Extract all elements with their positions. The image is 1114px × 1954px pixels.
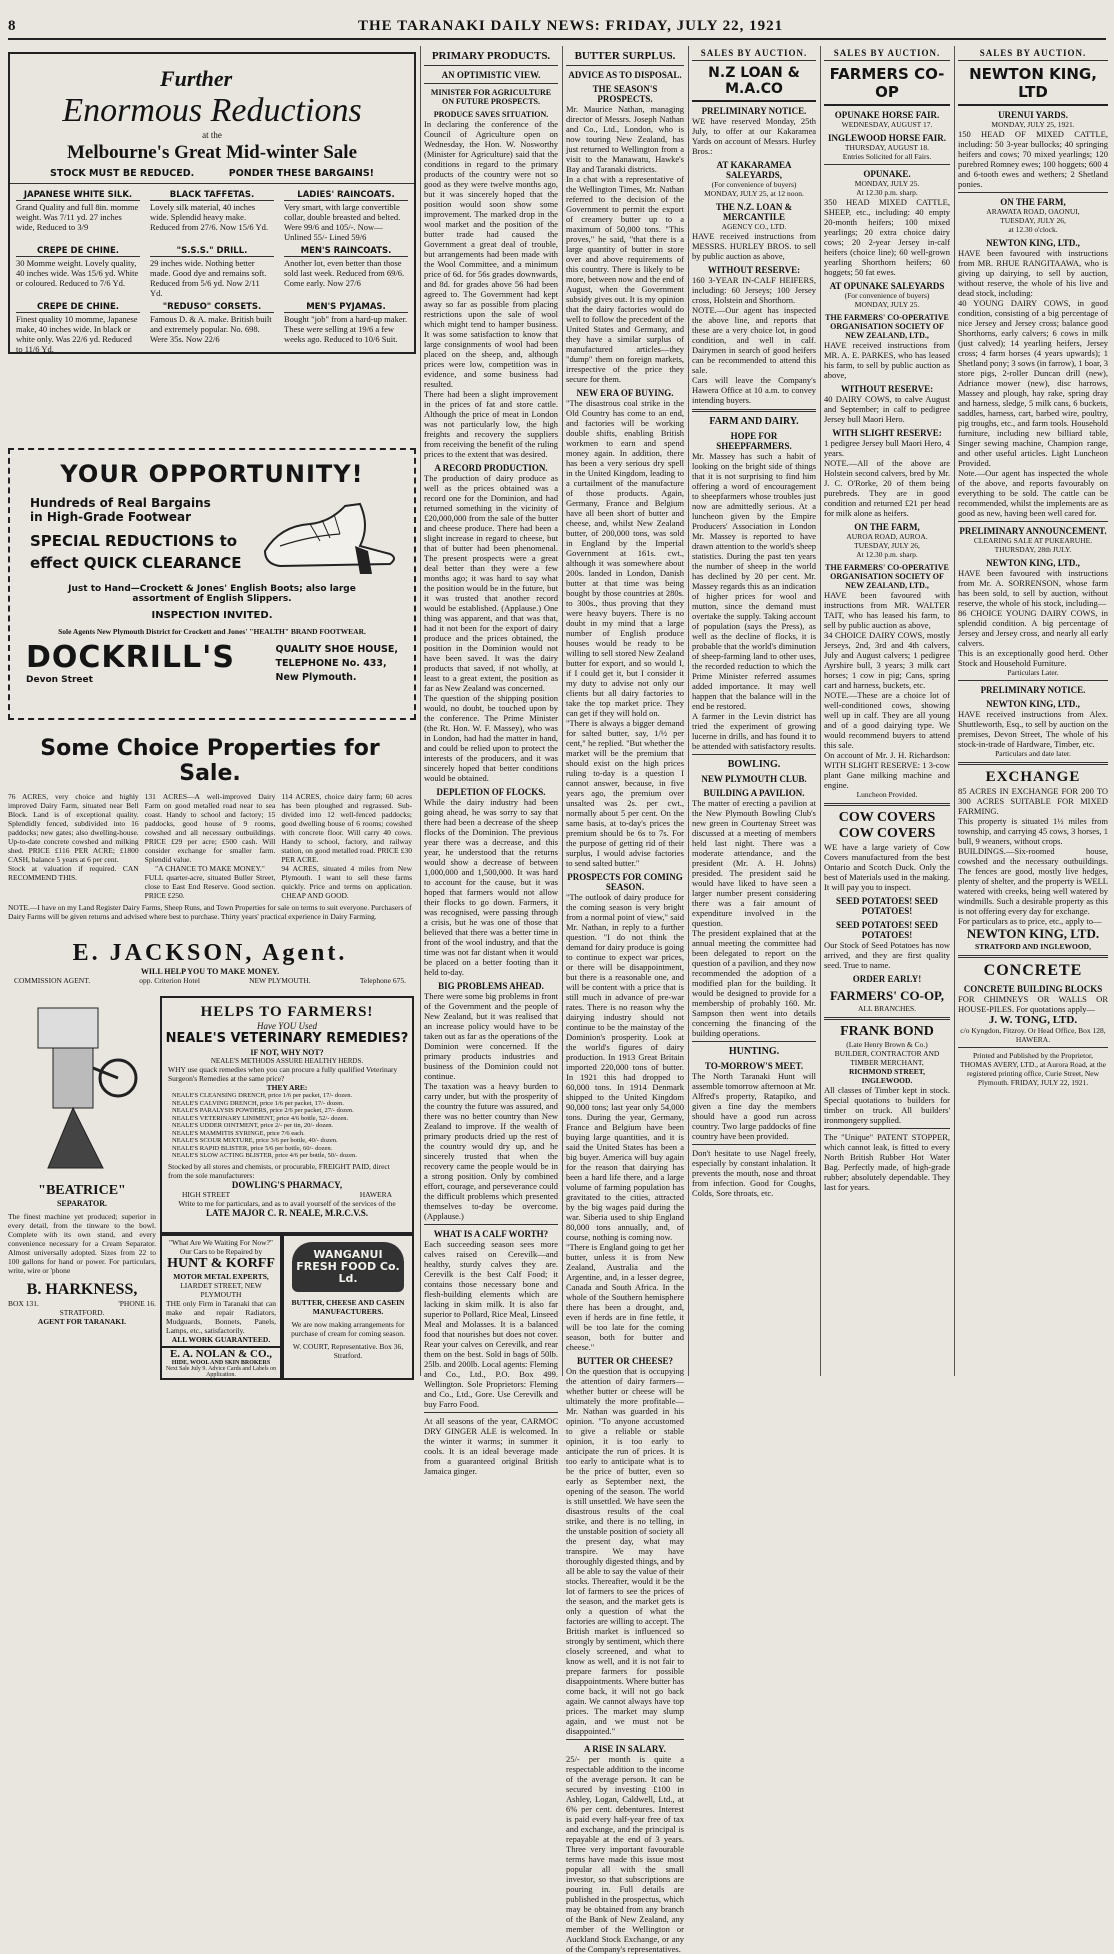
bargain-title: BLACK TAFFETAS. bbox=[150, 190, 274, 201]
newton-firm3: NEWTON KING, LTD., bbox=[986, 558, 1080, 568]
column-rule bbox=[420, 46, 421, 1376]
butter-head: BUTTER SURPLUS. bbox=[574, 50, 676, 62]
bargain-text: 30 Momme weight. Lovely quality, 40 inches wide. Was 15/6 yd. White or coloured. Reduced to 7/6 Yd. bbox=[16, 258, 139, 288]
newton-date: MONDAY, JULY 25, 1921. bbox=[991, 120, 1075, 129]
wanganui-line: BUTTER, CHEESE AND CASEIN MANUFACTURERS. bbox=[291, 1298, 405, 1316]
masthead: THE TARANAKI DAILY NEWS: FRIDAY, JULY 22, 1921 bbox=[358, 18, 784, 34]
bargain-item bbox=[284, 302, 408, 354]
nz-p2: A farmer in the Levin district has tried the experiment of growing lucerne in drills, and has found it to be attended with satisfactory results. bbox=[692, 711, 816, 751]
farmers-date2: MONDAY, JULY 25. bbox=[854, 300, 920, 309]
newton-lot3: 86 CHOICE YOUNG DAIRY COWS, in splendid condition. A big percentage of Jersey and Jersey cross, and nearly all early calvers. bbox=[958, 608, 1108, 648]
exchange-3: BUILDINGS.—Six-roomed house, cowshed and the necessary outbuildings. The fences are good, mostly live hedges, plenty of shelter, and the property is WELL watered with creeks, being well watered by windmills. Such a desirable property as this is not offering every day for exchange. bbox=[958, 846, 1108, 916]
newton-pre: PRELIMINARY ANNOUNCEMENT. bbox=[959, 526, 1107, 536]
beatrice-ad bbox=[8, 998, 156, 1376]
newton-lot: 150 HEAD OF MIXED CATTLE, including: 50 3-year bullocks; 40 springing heifers and cows; 70 mixed yearlings; 120 purebred Romney ewes; 100 hoggets; 600 4 and 6-tooth ewes and wethers; 2 Shetland ponies. bbox=[958, 129, 1108, 189]
primary-p2: There had been a slight improvement in the prices of fat and store cattle. Although the price of meat in London was not particularly low, the high freights and recovery the suppliers from receiving the benefit of the ruling prices to the extent that was desired. bbox=[424, 389, 558, 459]
dockrill-sub3: SPECIAL REDUCTIONS to bbox=[30, 532, 238, 550]
newton-firm5b: STRATFORD AND INGLEWOOD, bbox=[975, 942, 1091, 951]
patent-stopper: The "Unique" PATENT STOPPER, which cannot leak, is fitted to every North British Rubber Hot Water Bag. Perfectly made, of high-grade rubber; absolutely dependable. They last for years. bbox=[824, 1132, 950, 1192]
nz-hunting: HUNTING. bbox=[728, 1046, 780, 1057]
butter-borc: BUTTER OR CHEESE? bbox=[576, 1356, 674, 1366]
beatrice-text: The finest machine yet produced; superior in every detail, from the tinware to the bowl. Complete with its own stand, and every convenience necessary for a Cream Separator. Almost universally adopted. Sizes from 22 to 100 gallons for hand or power. For particulars, write, wire or 'phone bbox=[8, 1212, 156, 1275]
bargain-text: Finest quality 10 momme, Japanese make, 40 inches wide. In black or white only. Was 22/6 yd. Reduced to 11/6 Yd. bbox=[16, 314, 138, 354]
concrete-text: FOR CHIMNEYS OR WALLS OR HOUSE-PILES. For quotations apply— bbox=[958, 994, 1108, 1014]
primary-record: A RECORD PRODUCTION. bbox=[434, 463, 548, 473]
farmers-recv2: HAVE been favoured with instructions from MR. WALTER TAIT, who has leased his farm, to sell by public auction as above, bbox=[824, 590, 950, 630]
butter-cheese: PROSPECTS FOR COMING SEASON. bbox=[567, 872, 683, 892]
bargain-item bbox=[150, 246, 274, 298]
beatrice-name: "BEATRICE" bbox=[38, 1183, 126, 1198]
bargain-item bbox=[150, 190, 274, 242]
farmers-footer2: ALL BRANCHES. bbox=[857, 1004, 917, 1013]
farmers-lunch: Luncheon Provided. bbox=[856, 790, 918, 799]
nz-firm2: THE N.Z. LOAN & MERCANTILE bbox=[715, 202, 793, 222]
exchange-2: This property is situated 1½ miles from township, and carrying 45 cows, 3 horses, 1 bull, 9 weaners, without crops. bbox=[958, 816, 1108, 846]
newton-farm: ON THE FARM, bbox=[1000, 197, 1066, 207]
ad-sale-title: Melbourne's Great Mid-winter Sale bbox=[66, 142, 358, 163]
newton-farm-date: TUESDAY, JULY 26, bbox=[1000, 216, 1066, 225]
primary-p1: In declaring the conference of the Council of Agriculture open on Wednesday, the Hon. W. Nosworthy (Minister for Agriculture) said that the conditions in regard to the primary products of the country were not so good as they were twelve months ago, but it was sincerely hoped that the position would soon show some improvement. The marked drop in the wool market and the position of the butter trade had caused the Government a great deal of trouble, but arrangements had been made with the Wool Committee, and a minimum price of 6d. for 56s grades downwards, and 8d. for grades above 56 had been agreed to. The Government had kept away so far as possible from placing restrictions upon the sale of wool which might tend to hamper business. It was some satisfaction to know that large consignments of wool had been placed on the sheep, and, although prices were low, competition was in evidence, and some business had resulted. bbox=[424, 119, 558, 389]
properties-title: Some Choice Properties for Sale. bbox=[40, 736, 380, 786]
nz-firm2b: AGENCY CO., LTD. bbox=[721, 222, 787, 231]
dockrill-line2: INSPECTION INVITED. bbox=[151, 610, 273, 621]
butter-p1: Mr. Maurice Nathan, managing director of Messrs. Joseph Nathan and Co., Ltd., London, who is now touring New Zealand, has just returned to Wellington from a visit to the Manawatu, Hawke's Bay and Taranaki districts. bbox=[566, 104, 684, 174]
newton-pre2: PRELIMINARY NOTICE. bbox=[980, 685, 1086, 695]
farmers-recv: HAVE received instructions from MR. A. E. PARKES, who has leased his farm, to sell by public auction as above, bbox=[824, 340, 950, 380]
nz-firm: N.Z LOAN & M.A.CO bbox=[692, 65, 816, 102]
property-1b: Stock at valuation if required. CAN RECOMMEND THIS. bbox=[8, 864, 139, 882]
neale-product-list bbox=[162, 1092, 412, 1160]
dockrill-ad bbox=[8, 448, 416, 720]
primary-head: PRIMARY PRODUCTS. bbox=[431, 50, 551, 62]
nz-note: NOTE.—Our agent has inspected the above line, and reports that these are a very choice lot, in good condition, and well in calf. Dairymen in search of good heifers can be recommended to attend this sale. bbox=[692, 305, 816, 375]
nz-farm: FARM AND DAIRY. bbox=[709, 416, 799, 427]
butter-prospects: THE SEASON'S PROSPECTS. bbox=[592, 84, 658, 104]
newton-firm5: NEWTON KING, LTD. bbox=[966, 926, 1100, 941]
ad-headline: Enormous Reductions bbox=[62, 92, 362, 129]
exchange-title: EXCHANGE bbox=[985, 769, 1081, 785]
newton-farm-time: at 12.30 o'clock. bbox=[1008, 225, 1058, 234]
nz-lot: 160 3-YEAR IN-CALF HEIFERS, including: 60 Jerseys; 100 Jersey cross, Holstein and Shorthorn. bbox=[692, 275, 816, 305]
nz-pav: BUILDING A PAVILION. bbox=[703, 788, 805, 798]
jackson-block bbox=[8, 940, 412, 985]
primary-problems: BIG PROBLEMS AHEAD. bbox=[438, 981, 544, 991]
nz-club: NEW PLYMOUTH CLUB. bbox=[701, 774, 807, 784]
primary-products-column bbox=[424, 46, 558, 1476]
frank-addr: RICHMOND STREET, INGLEWOOD. bbox=[848, 1067, 926, 1085]
primary-sub: AN OPTIMISTIC VIEW. bbox=[441, 70, 541, 80]
separator-illustration bbox=[8, 998, 156, 1178]
nolan-kind: HIDE, WOOL AND SKIN BROKERS bbox=[171, 1360, 271, 1366]
hunt-waiting: "What Are We Waiting For Now?" bbox=[169, 1238, 273, 1247]
concrete-name: J. W. TONG, LTD. bbox=[988, 1014, 1078, 1026]
nz-date: MONDAY, JULY 25, at 12 noon. bbox=[704, 189, 804, 198]
beatrice-phone: 'PHONE 16. bbox=[118, 1299, 156, 1308]
frank-text: All classes of Timber kept in stock. Special quotations to builders for timber on truck. All builders' ironmongery supplied. bbox=[824, 1085, 950, 1125]
properties-note: NOTE.—I have on my Land Register Dairy Farms, Sheep Runs, and Town Properties for sale on terms to suit everyone. Purchasers of Dairy Farms will be given returns and advised where best to purchase. Thirty years' practical experience in Dairy Farming. bbox=[8, 903, 412, 921]
bargain-text: 29 inches wide. Nothing better made. Good dye and remains soft. Reduced from 5/6 yd. Now 2/11 Yd. bbox=[150, 258, 267, 298]
butter-newera: NEW ERA OF BUYING. bbox=[576, 388, 674, 398]
dockrill-town: New Plymouth. bbox=[275, 672, 357, 683]
beatrice-tag: AGENT FOR TARANAKI. bbox=[37, 1317, 127, 1326]
neale-product: NEALE'S MAMMITIS SYRINGE, price 7/6 each. bbox=[172, 1129, 305, 1137]
hunt-ordered: Our Cars to be Repaired by bbox=[179, 1247, 263, 1256]
nz-p1: Mr. Massey has such a habit of looking on the bright side of things that it is not surprising to find him offering a word of encouragement to sheepfarmers whose troubles just now are admittedly serious. At a luncheon given by the Empire Producers' Association in London Mr. Massey is reported to have drawn attention to the world's sheep statistics. During the past ten years the number of sheep in the world has declined by 20 per cent. Mr. Massey regards this as an indication of higher prices for wool and mutton, since the demand must overtake the supply. Taking account of population (says the Press), as well as the decline of flocks, it is probable that the world's diminution of sheep-farming land to other uses, the recorded reduction to which the Prime Minister referred assumes added importance. It may well happen that the balance will in the end be restored. bbox=[692, 451, 816, 711]
bargain-title: "S.S.S." DRILL. bbox=[150, 246, 274, 257]
farmers-acct: On account of Mr. J. H. Richardson: WITH SLIGHT RESERVE: 1 3-cow plant Gane milking machine and engine. bbox=[824, 750, 950, 790]
neale-maker: DOWLING'S PHARMACY, bbox=[231, 1179, 343, 1190]
newton-later2: Particulars and date later. bbox=[995, 749, 1071, 758]
ad-tags bbox=[10, 168, 414, 184]
dockrill-name: DOCKRILL'S bbox=[26, 640, 235, 675]
neale-used: Have YOU Used bbox=[257, 1021, 317, 1031]
ad-further: Further bbox=[160, 66, 233, 91]
neale-ad bbox=[160, 996, 414, 1234]
hunt-text: THE only Firm in Taranaki that can make and repair Radiators, Mudguards, Bonnets, Panels, Lamps, etc., satisfactorily. bbox=[166, 1299, 276, 1335]
farmers-lot: 350 HEAD MIXED CATTLE, SHEEP, etc., including: 40 empty 20-month heifers; 100 mixed yearlings; 20 extra choice dairy cows; 20 2-year Jersey in-calf heifers (choice line); 60 well-grown yearling Shorthorn heifers; 60 hoggets; 50 fat ewes. bbox=[824, 197, 950, 277]
bargain-item bbox=[16, 302, 140, 354]
jackson-addr: opp. Criterion Hotel bbox=[139, 976, 200, 985]
butter-p3: "The disastrous coal strike in the Old Country has come to an end, and factories will be working double shifts, enabling British workmen to earn and spend money again. In addition, there has been a very serious dry spell in the United Kingdom, leading to a curtailment of the manufacture of those products. Again, Germany, France and Belgium have all been short of butter and cheese, and, whilst New Zealand butter, of 200,000 tons, was sold in England by the Imperial Government at 161s. cwt., although it was somewhere about 200s. landed in London, Danish butter at that time was being bought by those countries at 280s. to 300s., thus proving that they were heavy buyers. There is no doubt in my mind that a large number of English produce houses would be ready to be willing to sell stored New Zealand butter for export, and so would I, if I could get it, but I consider it my duty to advise not only our clients but all dairy factories to take the top market price. They can get if they will hold on. bbox=[566, 398, 684, 718]
butter-p6: "There is England going to get her butter, unless it is from New Zealand, Australia and the Argentine, and, in a lesser degree, Canada and South Africa. In the whole of the Southern hemisphere there has been a drought, and, even if herds are in fine fettle, it will be too late for the coming season, both for butter and cheese." bbox=[566, 1242, 684, 1352]
farmers-cow2: COW COVERS bbox=[838, 826, 936, 841]
bargain-text: Bought "job" from a hard-up maker. These were selling at 19/6 a few weeks ago. Reduced to 10/6 Suit. bbox=[284, 314, 408, 344]
bargain-text: Grand Quality and full 8in. momme weight. Was 7/11 yd. 27 inches wide, Reduced to 3/9 bbox=[16, 202, 139, 232]
page-number: 8 bbox=[8, 18, 16, 34]
bargain-title: CREPE DE CHINE. bbox=[16, 246, 140, 257]
nz-hope: HOPE FOR SHEEPFARMERS. bbox=[716, 431, 792, 451]
bargain-item bbox=[16, 190, 140, 242]
farmers-place: OPUNAKE. bbox=[863, 169, 911, 179]
bargain-title: LADIES' RAINCOATS. bbox=[284, 190, 408, 201]
ad-right-tag: PONDER THESE BARGAINS! bbox=[228, 168, 374, 179]
farmers-opunake: OPUNAKE HORSE FAIR. bbox=[834, 110, 940, 120]
primary-p5: While the dairy industry had been going ahead, he was sorry to say that there had been a decrease of the sheep flocks of the Dominion. The previous year there was a decrease, and this year, he understood that the returns would show a decrease of between 1,000,000 and 1,500,000. It was hard to account for the cause, but it was hoped that farmers would not allow their flocks to go down. Farmers, it was recognised, were passing through a crisis, but he was one of those that believed that there was a better time in front of the wool industry, and that the time was not far distant when it would be placed on a better footing than it held to-day. bbox=[424, 797, 558, 977]
primary-flocks: DEPLETION OF FLOCKS. bbox=[436, 787, 546, 797]
farmers-opunake-date: WEDNESDAY, AUGUST 17. bbox=[841, 120, 933, 129]
neale-methods: NEALE'S METHODS ASSURE HEALTHY HERDS. bbox=[210, 1057, 364, 1065]
newton-urenui: URENUI YARDS. bbox=[998, 110, 1068, 120]
nz-intro: WE have reserved Monday, 25th July, to offer at our Kakaramea Yards on account of Messrs. Hurley Bros.: bbox=[692, 116, 816, 156]
newton-later: Particulars Later. bbox=[1007, 668, 1059, 677]
neale-street: HIGH STREET bbox=[182, 1189, 231, 1199]
farmers-seedtext: Our Stock of Seed Potatoes has now arrived, and they are first quality seed. True to name. bbox=[824, 940, 950, 970]
jackson-town: NEW PLYMOUTH. bbox=[249, 976, 311, 985]
nolan-text: Next Sale July 9. Advice Cards and Labels on Application. bbox=[165, 1366, 277, 1378]
neale-product: NEALE'S RAPID BLISTER, price 5/6 per bottle, 60/- dozen. bbox=[172, 1144, 333, 1152]
farmers-lot3: 1 pedigree Jersey bull Maori Hero, 4 years. bbox=[824, 438, 950, 458]
dockrill-sub4: effect QUICK CLEARANCE bbox=[30, 554, 242, 572]
hunt-addr: LIARDET STREET, NEW PLYMOUTH bbox=[180, 1281, 262, 1299]
primary-p3: The production of dairy produce as well as the prices obtained was a record one for the Dominion, and had returned something in the vicinity of £20,000,000 from the sale of the butter and cheese produce. There had been a slight increase in regard to cheese, but that of butter had been phenomenal. The present prospects were a great deal better than they were a few months ago; it was hard to say what the position would be in the future, but it was trusted that another record would be established. (Applause.) One thing was apparent, and that was that, had it not been for the export of dairy produce and the prices obtained, the position in the Dominion would not have been saved. It was the dairy products that saved, if not wholly, at least to a great extent, the position as far as New Zealand was concerned. bbox=[424, 473, 558, 693]
farmers-note2: NOTE.—These are a choice lot of well-conditioned cows, showing well up in calf. They are all young and of a good dairying type. We would recommend buyers to attend this sale. bbox=[824, 690, 950, 750]
bargain-title: MEN'S PYJAMAS. bbox=[284, 302, 408, 313]
neale-product: NEALE'S CALVING DRENCH, price 1/6 per packet, 17/- dozen. bbox=[172, 1099, 344, 1107]
wanganui-text: We are now making arrangements for purchase of cream for coming season. bbox=[291, 1320, 405, 1338]
nolan-name: E. A. NOLAN & CO., bbox=[169, 1348, 273, 1360]
farmers-with: WITH SLIGHT RESERVE: bbox=[832, 428, 942, 438]
neale-why: WHY use quack remedies when you can procure a fully qualified Veterinary Surgeon's Remedies at the same price? bbox=[168, 1065, 398, 1083]
neale-ifnot: IF NOT, WHY NOT? bbox=[250, 1048, 324, 1057]
nz-tomorrow: TO-MORROW'S MEET. bbox=[704, 1061, 804, 1071]
farmers-inglewood: INGLEWOOD HORSE FAIR. bbox=[827, 133, 947, 143]
farmers-time: At 12.30 p.m. sharp. bbox=[856, 188, 918, 197]
farmers-assoc2: THE FARMERS' CO-OPERATIVE ORGANISATION SOCIETY OF NEW ZEALAND, LTD., bbox=[825, 563, 949, 590]
butter-p5: "The outlook of dairy produce for the coming season is very bright from a normal point of view," said Mr. Nathan, in reply to a further question. "I do not think the demand for dairy produce is going to continue to expect war prices, or there will be disappointment, but there is a reasonable one, and will be content with a price that is still much in advance of pre-war rates. There is no reason why the dairying industry should not continue to be the mainstay of the Dominion's prosperity. Look at the world's figures of dairy production. In 1913 Great Britain imported 220,000 tons of butter. In 1921 this had dropped to 60,000 tons. In 1914 Denmark shipped to the United Kingdom 90,000 tons; last year only 54,000 tons. During the year, Germany, France and Belgium have been buying large quantities, and it is said the United States has been a big buyer. America will buy again for the reason that dairying has been a hard life there, and a large volume of farming population has gravitated to the cities, attracted by the big wages paid during the war. Siberia used to ship England 80,000 tons annually, and, of course, nothing is coming now. bbox=[566, 892, 684, 1242]
dockrill-sub2: in High-Grade Footwear bbox=[30, 510, 192, 524]
nz-recv: HAVE received instructions from MESSRS. HURLEY BROS. to sell by public auction as above, bbox=[692, 231, 816, 261]
butter-sub: ADVICE AS TO DISPOSAL. bbox=[568, 70, 682, 80]
butter-surplus-column bbox=[566, 46, 684, 1954]
newton-note: Note.—Our agent has inspected the whole of the above, and reports favourably on everything to be sold. The cattle can be recommended, whilst the implements are as good as new, having been well cared for. bbox=[958, 468, 1108, 518]
property-2c: FULL quarter-acre, situated Buller Street, close to East End Reserve. Good section. PRICE £250. bbox=[144, 873, 276, 900]
beatrice-kind: SEPARATOR. bbox=[56, 1199, 107, 1208]
primary-p9: At all seasons of the year, CARMOC DRY GINGER ALE is welcomed. In the winter it warms; in summer it cools. It is an ideal beverage made from a guaranteed original British Jamaica ginger. bbox=[424, 1416, 558, 1476]
frank-kind: BUILDER, CONTRACTOR AND TIMBER MERCHANT, bbox=[834, 1049, 940, 1067]
concrete-sub: CONCRETE BUILDING BLOCKS bbox=[963, 984, 1103, 994]
neale-product: NEALE'S UDDER OINTMENT, price 2/- per tin, 20/- dozen. bbox=[172, 1122, 334, 1129]
farmers-date: MONDAY, JULY 25. bbox=[854, 179, 920, 188]
bargain-title: MEN'S RAINCOATS. bbox=[284, 246, 408, 257]
property-2: 131 ACRES—A well-improved Dairy Farm on good metalled road near to sea coast. Handy to school and factory; 15 paddocks, good house of 9 rooms, cowshed and all necessary outbuildings. PRICE £29 per acre; £500 cash. Will consider exchange for smaller farm. Splendid value. bbox=[144, 792, 276, 864]
newton-firm: NEWTON KING, LTD bbox=[958, 65, 1108, 106]
farmers-farm-place: AUROA ROAD, AUROA. bbox=[846, 532, 928, 541]
frank-sub: (Late Henry Brown & Co.) bbox=[846, 1040, 928, 1049]
nz-yards: AT KAKARAMEA SALEYARDS, bbox=[716, 160, 792, 180]
frank-bond: FRANK BOND bbox=[840, 1024, 934, 1039]
jackson-name: E. JACKSON, Agent. bbox=[72, 940, 348, 966]
neale-town: HAWERA bbox=[359, 1189, 392, 1199]
farmers-inglewood-date: THURSDAY, AUGUST 18. bbox=[844, 143, 930, 152]
exchange-1: 85 ACRES IN EXCHANGE FOR 200 TO 300 ACRES SUITABLE FOR MIXED FARMING. bbox=[958, 786, 1108, 816]
jackson-line: COMMISSION AGENT. bbox=[14, 976, 91, 985]
farmers-order: ORDER EARLY! bbox=[852, 974, 922, 984]
nz-p6: Don't hesitate to use Nagel freely, especially by constant inhalation. It prevents the mouth, nose and throat from infection. Good for Coughs, Colds, Sore throats, etc. bbox=[692, 1148, 816, 1198]
farmers-farm: ON THE FARM, bbox=[854, 522, 920, 532]
nolan-ad bbox=[160, 1346, 282, 1380]
farmers-entries: Entries Solicited for all Fairs. bbox=[842, 152, 932, 161]
bargain-title: JAPANESE WHITE SILK. bbox=[16, 190, 140, 201]
printed-by: Printed and Published by the Proprietor, THOMAS AVERY, LTD., at Aurora Road, at the registered printing office, Curie Street, New Plymouth. FRIDAY, JULY 22, 1921. bbox=[960, 1051, 1106, 1087]
property-3b: 94 ACRES, situated 4 miles from New Plymouth. I want to sell these farms quickly. Price and terms on application. CHEAP AND GOOD. bbox=[281, 864, 413, 900]
newton-label: SALES BY AUCTION. bbox=[958, 46, 1108, 61]
farmers-yards: AT OPUNAKE SALEYARDS bbox=[829, 281, 945, 291]
bargain-grid bbox=[10, 184, 414, 354]
newton-firm2: NEWTON KING, LTD., bbox=[986, 238, 1080, 248]
neale-stocked: Stocked by all stores and chemists, or procurable, FREIGHT PAID, direct from the sole manufacturers: bbox=[168, 1161, 390, 1180]
jackson-tel: Telephone 675. bbox=[359, 976, 406, 985]
bargain-text: Famous D. & A. make. British built and extremely popular. No. 698. Were 35s. Now 22/6 bbox=[150, 314, 272, 344]
newton-king-column bbox=[958, 46, 1108, 1376]
bargain-text: Very smart, with large convertible collar, double breasted and belted. Were 99/6 and 105/-. Now— Unlined 55/- Lined 59/6 bbox=[284, 202, 401, 242]
newton-recv2: HAVE been favoured with instructions from Mr. A. SORRENSON, whose farm has been sold, to sell by auction, without reserve, the whole of his stock, including— bbox=[958, 568, 1108, 608]
farmers-seed1: SEED POTATOES! SEED POTATOES! bbox=[835, 896, 939, 916]
nz-without: WITHOUT RESERVE: bbox=[707, 265, 801, 275]
newton-firm4: NEWTON KING, LTD., bbox=[986, 699, 1080, 709]
neale-write: Write to me for particulars, and as to avail yourself of the services of the bbox=[178, 1198, 396, 1208]
bargain-text: Another lot, even better than those sold last week. Reduced from 69/6. Come early. Now 27/6 bbox=[284, 258, 405, 288]
newton-recv3: HAVE received instructions from Alex. Shuttleworth, Esq., to sell by auction on the premises, Devon Street, The whole of his stock-in-trade of Hardware, Timber, etc. bbox=[958, 709, 1108, 749]
butter-p8: 25/- per month is quite a respectable addition to the income of the average person. It can be secured by investing £100 in Ashley, Logan, Caldwell, Ltd., at 6% per cent. debentures. Interest is paid every half-year free of tax and exchange, and the principal is repayable at the end of 3 years. Three very important favourable terms have made this issue most popular all with the small investor, so that subscriptions are pouring in. Full details are published in the prospectus, which may be obtained from any branch of the Bank of New Zealand, any member of the Wellington or Auckland Stock Exchange, or any of the Company's representatives. bbox=[566, 1754, 684, 1954]
hunt-guar: ALL WORK GUARANTEED. bbox=[171, 1335, 271, 1344]
butter-p4: "There is always a bigger demand for salted butter, say, 1/½ per cent," he replied. "But whether the market will be the premium that should exist on the high prices ruling to-day is a question I cannot answer, because, in five years ago, the premium over unsalted was 2s. per cwt., normally about 5 per cent. On the same basis, at to-day's prices the premium should be 6s to 7s. For the purpose of getting rid of their surplus, I would advise factories to send salted butter." bbox=[566, 718, 684, 868]
farmers-lot2: 40 DAIRY COWS, to calve August and September; in calf to pedigree Jersey bull Maori Hero. bbox=[824, 394, 950, 424]
dockrill-sub1: Hundreds of Real Bargains bbox=[30, 496, 211, 510]
neale-they: THEY ARE: bbox=[266, 1083, 308, 1092]
nz-cars: Cars will leave the Company's Hawera Office at 10 a.m. to convey intending buyers. bbox=[692, 375, 816, 405]
bargain-item bbox=[150, 302, 274, 354]
neale-product: NEALE'S PARALYSIS POWDERS, price 2/6 per packet, 27/- dozen. bbox=[172, 1107, 354, 1114]
newton-farm-place: ARAWATA ROAD, OAONUI, bbox=[986, 207, 1080, 216]
newton-clear: CLEARING SALE AT PUKEARUHE. THURSDAY, 28th JULY. bbox=[973, 536, 1093, 554]
farmers-cow1: COW COVERS bbox=[838, 810, 936, 825]
dockrill-shop: QUALITY SHOE HOUSE, bbox=[275, 644, 398, 655]
beatrice-town: STRATFORD. bbox=[59, 1308, 105, 1317]
butter-raise: A RISE IN SALARY. bbox=[584, 1744, 666, 1754]
farmers-farm-date: TUESDAY, JULY 26, bbox=[854, 541, 920, 550]
neale-product: NEALE'S SLOW ACTING BLISTER, price 4/6 per bottle, 50/- dozen. bbox=[172, 1152, 357, 1159]
concrete-addr: c/o Kyngdon, Fitzroy. Or Head Office, Box 128, HAWERA. bbox=[960, 1026, 1106, 1044]
farmers-wr: WITHOUT RESERVE: bbox=[840, 384, 934, 394]
primary-p8: Each succeeding season sees more calves raised on Cerevilk—and healthy, sturdy calves they are. Cerevilk is the best Calf Food; it contains those necessary bone and flesh-building elements which are lacking in skim milk. It is also far superior to Pollard, Rice Meal, Linseed Meal and Molasses. It is a balanced food that nourishes but does not cover. Rear your calves on Cerevilk, and rear them on the best. Sold in bags of 50lb. 25lb. and 200lb. Local agents: Fleming and Co., Ltd., P.O. Box 499. Wellington. Sole Proprietors: Fleming and Co., Ltd., Gore. Use Cerevilk and buy Farro Food. bbox=[424, 1239, 558, 1409]
ad-left-tag: STOCK MUST BE REDUCED. bbox=[50, 168, 195, 179]
exchange-4: For particulars as to price, etc., apply to— bbox=[958, 916, 1102, 926]
dockrill-street: Devon Street bbox=[26, 675, 93, 685]
farmers-footer1: FARMERS' CO-OP, bbox=[829, 988, 945, 1003]
bargain-title: CREPE DE CHINE. bbox=[16, 302, 140, 313]
nz-label: SALES BY AUCTION. bbox=[692, 46, 816, 61]
farmers-note: NOTE.—All of the above are Holstein second calvers, bred by Mr. J. C. O'Rorke, 20 of them being purebreds. They are in good condition and returned £21 per head for milk alone as heifers. bbox=[824, 458, 950, 518]
primary-produce: PRODUCE SAVES SITUATION. bbox=[433, 110, 549, 119]
jackson-tag: WILL HELP YOU TO MAKE MONEY. bbox=[140, 967, 280, 976]
bargain-item bbox=[16, 246, 140, 298]
farmers-cowtext: WE have a large variety of Cow Covers manufactured from the best Ontario and Scotch Duck. Only the best of Materials used in the making. It will pay you to inspect. bbox=[824, 842, 950, 892]
wanganui-logo: WANGANUI FRESH FOOD Co. Ld. bbox=[292, 1242, 404, 1292]
nz-p3: The matter of erecting a pavilion at the New Plymouth Bowling Club's new green in Courtenay Street was discussed at a meeting of members held last night. There was a moderate attendance, and the president (Mr. A. H. Johns) presided. The president said he would have liked to have seen a larger number present considering there was a fair amount of expenditure involved in the question. bbox=[692, 798, 816, 928]
melbourne-sale-ad bbox=[8, 52, 416, 354]
hunt-korff-ad bbox=[160, 1234, 282, 1348]
shoe-illustration bbox=[260, 496, 400, 576]
butter-p2: In a chat with a representative of the Wellington Times, Mr. Nathan referred to the decision of the Government to permit the export of creamery butter up to a maximum of 50,000 tons. "This proves," he said, "that there is a large quantity of butter in store over and above requirements of this country. There is likely to be more, between now and the end of August, when the Government subsidy gives out. It is my opinion that the dairy factories would do well to follow the precedent of the United States and Germany, and they have a similar surplus of manufactured articles—they "dump" them on foreign markets, irrespective of the price they secure for them. bbox=[566, 174, 684, 384]
page-header bbox=[8, 18, 1106, 40]
primary-p7: The taxation was a heavy burden to carry under, but with the prosperity of the country the future was assured, and there was no better country than New Zealand to improve. If the wealth of primary products dried up the rest of the country would dry up, and he sincerely trusted that when the recovery came the people would be in a strong position. Only by combined effort, courage, and perseverance could the difficult problems which presented themselves to-day be overcome. (Applause.) bbox=[424, 1081, 558, 1221]
newton-lot3b: This is an exceptionally good herd. Other Stock and Household Furniture. bbox=[958, 648, 1108, 668]
nz-forc: (For convenience of buyers) bbox=[711, 180, 797, 189]
farmers-seed2: SEED POTATOES! SEED POTATOES! bbox=[835, 920, 939, 940]
nz-p5: The North Taranaki Hunt will assemble tomorrow afternoon at Mr. Alfred's property, Ratapiko, and given a fine day the members should have a good run across country. Two large paddocks of fine country have been provided. bbox=[692, 1071, 816, 1141]
neale-product: NEALE'S CLEANSING DRENCH, price 1/6 per packet, 17/- dozen. bbox=[172, 1092, 353, 1099]
primary-p6: There were some big problems in front of the Government and the people of New Zealand, but it was realised that an increase policy would have to be taken out as far as the operations of the Dominion were concerned. If the primary products industries and business of the Dominion could not continue. bbox=[424, 991, 558, 1081]
dockrill-tel: TELEPHONE No. 433, bbox=[275, 658, 387, 669]
newton-lot2: 40 YOUNG DAIRY COWS, in good condition, consisting of a big percentage of nice Jersey and Jersey cross; balance good Shorthorns, early calvers; 6 cows in milk (just calved); 14 yearling heifers, Jersey cross; 4 farm horses (4 years upwards); 1 Shetland pony; 3 sows (in farrow), 1 boar, 3 store pigs, 2-roller Duncan drill (new), Adriance mower (new), disc harrows, Massey and plough, hay rake, spring dray and harness, sledge, 5 milk cans, 6 buckets, saddles, harness, cart, barbed wire, poultry, pig troughs, etc., and farm tools. Household furniture, including new billiard table, Singer sewing machine, Champion range, and other useful articles. Light Luncheon Provided. bbox=[958, 298, 1108, 468]
dockrill-line1: Just to Hand—Crockett & Jones' English Boots; also large assortment of English Slippers. bbox=[68, 584, 356, 604]
nz-loan-column bbox=[692, 46, 816, 1376]
hunt-name: HUNT & KORFF bbox=[167, 1256, 275, 1271]
beatrice-box: BOX 131. bbox=[8, 1299, 39, 1308]
bargain-text: Lovely silk material, 40 inches wide. Splendid heavy make. Reduced from 27/6. Now 15/6 Yd. bbox=[150, 202, 268, 232]
wanganui-ad bbox=[282, 1234, 414, 1380]
wanganui-rep: W. COURT, Representative. Box 36, Stratford. bbox=[292, 1342, 404, 1360]
column-rule bbox=[954, 46, 955, 1376]
dockrill-line3: Sole Agents New Plymouth District for Crockett and Jones' "HEALTH" BRAND FOOTWEAR. bbox=[58, 627, 366, 636]
bargain-title: "REDUSO" CORSETS. bbox=[150, 302, 274, 313]
primary-minister: MINISTER FOR AGRICULTURE ON FUTURE PROSPECTS. bbox=[430, 88, 552, 106]
bargain-item bbox=[284, 246, 408, 298]
bargain-item bbox=[284, 190, 408, 242]
farmers-lot4: 34 CHOICE DAIRY COWS, mostly Jerseys, 2nd, 3rd and 4th calvers, July and August calvers; 1 pedigree Ayrshire bull, 3 years; 3 milk cart horses; 1 cow in pig; Cans, spring cart and harness, buckets, etc. bbox=[824, 630, 950, 690]
farmers-firm: FARMERS CO-OP bbox=[824, 65, 950, 106]
farmers-coop-column bbox=[824, 46, 950, 1376]
ad-at-the: at the bbox=[202, 130, 222, 140]
farmers-assoc: THE FARMERS' CO-OPERATIVE ORGANISATION SOCIETY OF NEW ZEALAND, LTD., bbox=[825, 313, 949, 340]
concrete-title: CONCRETE bbox=[983, 962, 1083, 979]
newton-recv: HAVE been favoured with instructions from MR. RHUE RANGITAAWA, who is giving up dairying, to sell by auction, without reserve, the whole of his live and dead stock, including: bbox=[958, 248, 1108, 298]
neale-help: HELPS TO FARMERS! bbox=[200, 1004, 374, 1020]
neale-product: NEALE'S VETERINARY LINIMENT, price 4/6 bottle, 52/- dozen. bbox=[172, 1114, 349, 1122]
hunt-kind: MOTOR METAL EXPERTS, bbox=[173, 1272, 269, 1281]
primary-whatis: WHAT IS A CALF WORTH? bbox=[433, 1229, 549, 1239]
farmers-forc: (For convenience of buyers) bbox=[844, 291, 930, 300]
property-1: 76 ACRES, very choice and highly improved Dairy Farm, situated near Bell Block. Land is of exceptional quality. Splendidly fenced, subdivided into 16 paddocks; new gates; also dwelling-house. Up-to-date concrete cowshed and milking shed. PRICE £116 PER ACRE; £1800 CASH, balance 5 years at 6 per cent. bbox=[8, 792, 139, 864]
nz-pre: PRELIMINARY NOTICE. bbox=[701, 106, 807, 116]
dockrill-title: YOUR OPPORTUNITY! bbox=[60, 460, 364, 488]
nz-p4: The president explained that at the annual meeting the committee had been delegated to report on the question of a pavilion, and they now recommended the adoption of a modified plan for the building. It would be designed to provide for a membership of probably 160. Mr. Sampson then went into details concerning the financing of the building operations. bbox=[692, 928, 816, 1038]
column-rule bbox=[688, 46, 689, 1376]
properties-ad bbox=[8, 736, 412, 936]
nz-bowling: BOWLING. bbox=[727, 759, 781, 770]
property-3: 114 ACRES, choice dairy farm; 60 acres has been ploughed and regrassed. Sub-divided into 12 well-fenced paddocks; good dwelling house of 6 rooms; cowshed with concrete floor. Will carry 40 cows. Handy to school, factory, and railway station, on good metalled road. PRICE £30 PER ACRE. bbox=[281, 792, 413, 864]
neale-late: LATE MAJOR C. R. NEALE, M.R.C.V.S. bbox=[206, 1207, 368, 1218]
primary-p4: The question of the shipping position would, no doubt, be touched upon by the conference. The Prime Minister (the Rt. Hon. W. F. Massey), who was in London, had had the matter in hand, and could be relied upon to protect the interests of the producers, and it was sincerely hoped that better conditions would be obtained. bbox=[424, 693, 558, 783]
farmers-label: SALES BY AUCTION. bbox=[824, 46, 950, 61]
column-rule bbox=[562, 46, 563, 1376]
neale-title: NEALE'S VETERINARY REMEDIES? bbox=[165, 1031, 409, 1046]
neale-product: NEALE'S SCOUR MIXTURE, price 3/6 per bottle, 40/- dozen. bbox=[172, 1137, 338, 1144]
butter-p7: On the question that is occupying the attention of dairy farmers—whether butter or cheese will be ultimately the more profitable—Mr. Nathan was guarded in his opinion. "To anyone accustomed to give a reliable or stable opinion, it is too early to anticipate the run of prices. It is too early to anticipate what is to be the price of butter, even so early as September next, the opening of the season. The world is still unsettled. We have seen the disastrous results of the coal strike, and there is no telling, in the unstable position of society all the present day, what may transpire. We may have thoroughly digested things, and by all be able to say the value of their stocks. Thereafter, would it be the lot of farmers to see the prices of the season, and the market gets is only a question of what the factories are willing to accept. The British market is influenced so strongly by sentiment, which there closely screened, and what to know as well, and it is not fair to prepare farmers for possible disappointments. Where butter has come back, it will not go back again. We cannot always have top prices. The market may slump again, and we must not be disappointed." bbox=[566, 1366, 684, 1736]
property-2b: "A CHANCE TO MAKE MONEY." bbox=[155, 864, 265, 873]
farmers-farm-time: At 12.30 p.m. sharp. bbox=[856, 550, 918, 559]
beatrice-agent: B. HARKNESS, bbox=[26, 1281, 138, 1298]
column-rule bbox=[820, 46, 821, 1376]
